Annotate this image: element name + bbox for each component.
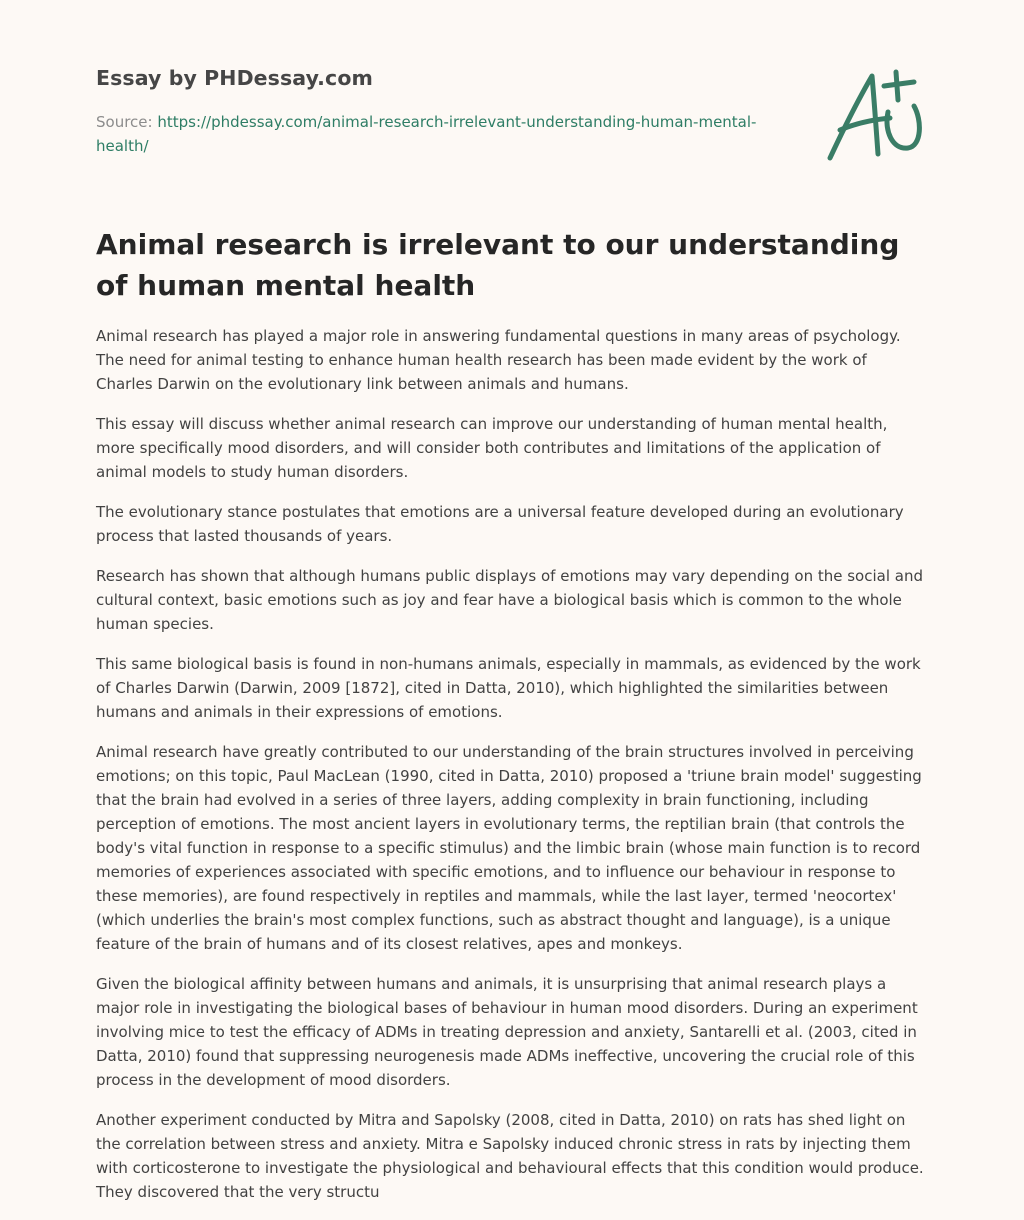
paragraph: Animal research has played a major role in answering fundamental questions in many areas of psychology. The need for animal testing to enhance human health research has been made evident by the work of Charles Darwin on the evolutionary link between animals and humans. [96,327,901,393]
source-label: Source: [96,113,158,131]
source-line [96,110,776,158]
paragraph: The evolutionary stance postulates that emotions are a universal feature developed during an evolutionary process that lasted thousands of years. [96,503,904,545]
paragraph: Given the biological affinity between humans and animals, it is unsurprising that animal research plays a major role in investigating the biological bases of behaviour in human mood disorders. During an experiment involving mice to test the efficacy of ADMs in treating depression and anxiety, Santarelli et al. (2003, cited in Datta, 2010) found that suppressing neurogenesis made ADMs ineffective, uncovering the crucial role of this process in the development of mood disorders. [96,975,918,1089]
paragraph: This same biological basis is found in non-humans animals, especially in mammals, as evidenced by the work of Charles Darwin (Darwin, 2009 [1872], cited in Datta, 2010), which highlighted the similarities between humans and animals in their expressions of emotions. [96,655,921,721]
brand-title: Essay by PHDessay.com [96,66,373,90]
page-title: Animal research is irrelevant to our understanding of human mental health [96,228,900,302]
paragraph: Animal research have greatly contributed to our understanding of the brain structures involved in perceiving emotions; on this topic, Paul MacLean (1990, cited in Datta, 2010) proposed a 'triune brain model' suggesting that the brain had evolved in a series of three layers, adding complexity in brain functioning, including perception of emotions. The most ancient layers in evolutionary terms, the reptilian brain (that controls the body's vital function in response to a specific stimulus) and the limbic brain (whose main function is to record memories of experiences associated with specific emotions, and to influence our behaviour in response to these memories), are found respectively in reptiles and mammals, while the last layer, termed 'neocortex' (which underlies the brain's most complex functions, such as abstract thought and language), is a unique feature of the brain of humans and of its closest relatives, apes and monkeys. [96,743,922,953]
paragraph: Another experiment conducted by Mitra and Sapolsky (2008, cited in Datta, 2010) on rats has shed light on the correlation between stress and anxiety. Mitra e Sapolsky induced chronic stress in rats by injecting them with corticosterone to investigate the physiological and behavioural effects that this condition would produce. They discovered that the very structu [96,1111,924,1201]
source-link[interactable]: https://phdessay.com/animal-research-irrelevant-understanding-human-mental-health/ [96,113,757,155]
paragraph: Research has shown that although humans public displays of emotions may vary depending on the social and cultural context, basic emotions such as joy and fear have a biological basis which is common to the whole human species. [96,567,923,633]
paragraph: This essay will discuss whether animal research can improve our understanding of human mental health, more specifically mood disorders, and will consider both contributes and limitations of the application of animal models to study human disorders. [96,415,888,481]
a-plus-logo-icon [826,68,928,164]
article-body [96,324,926,1220]
